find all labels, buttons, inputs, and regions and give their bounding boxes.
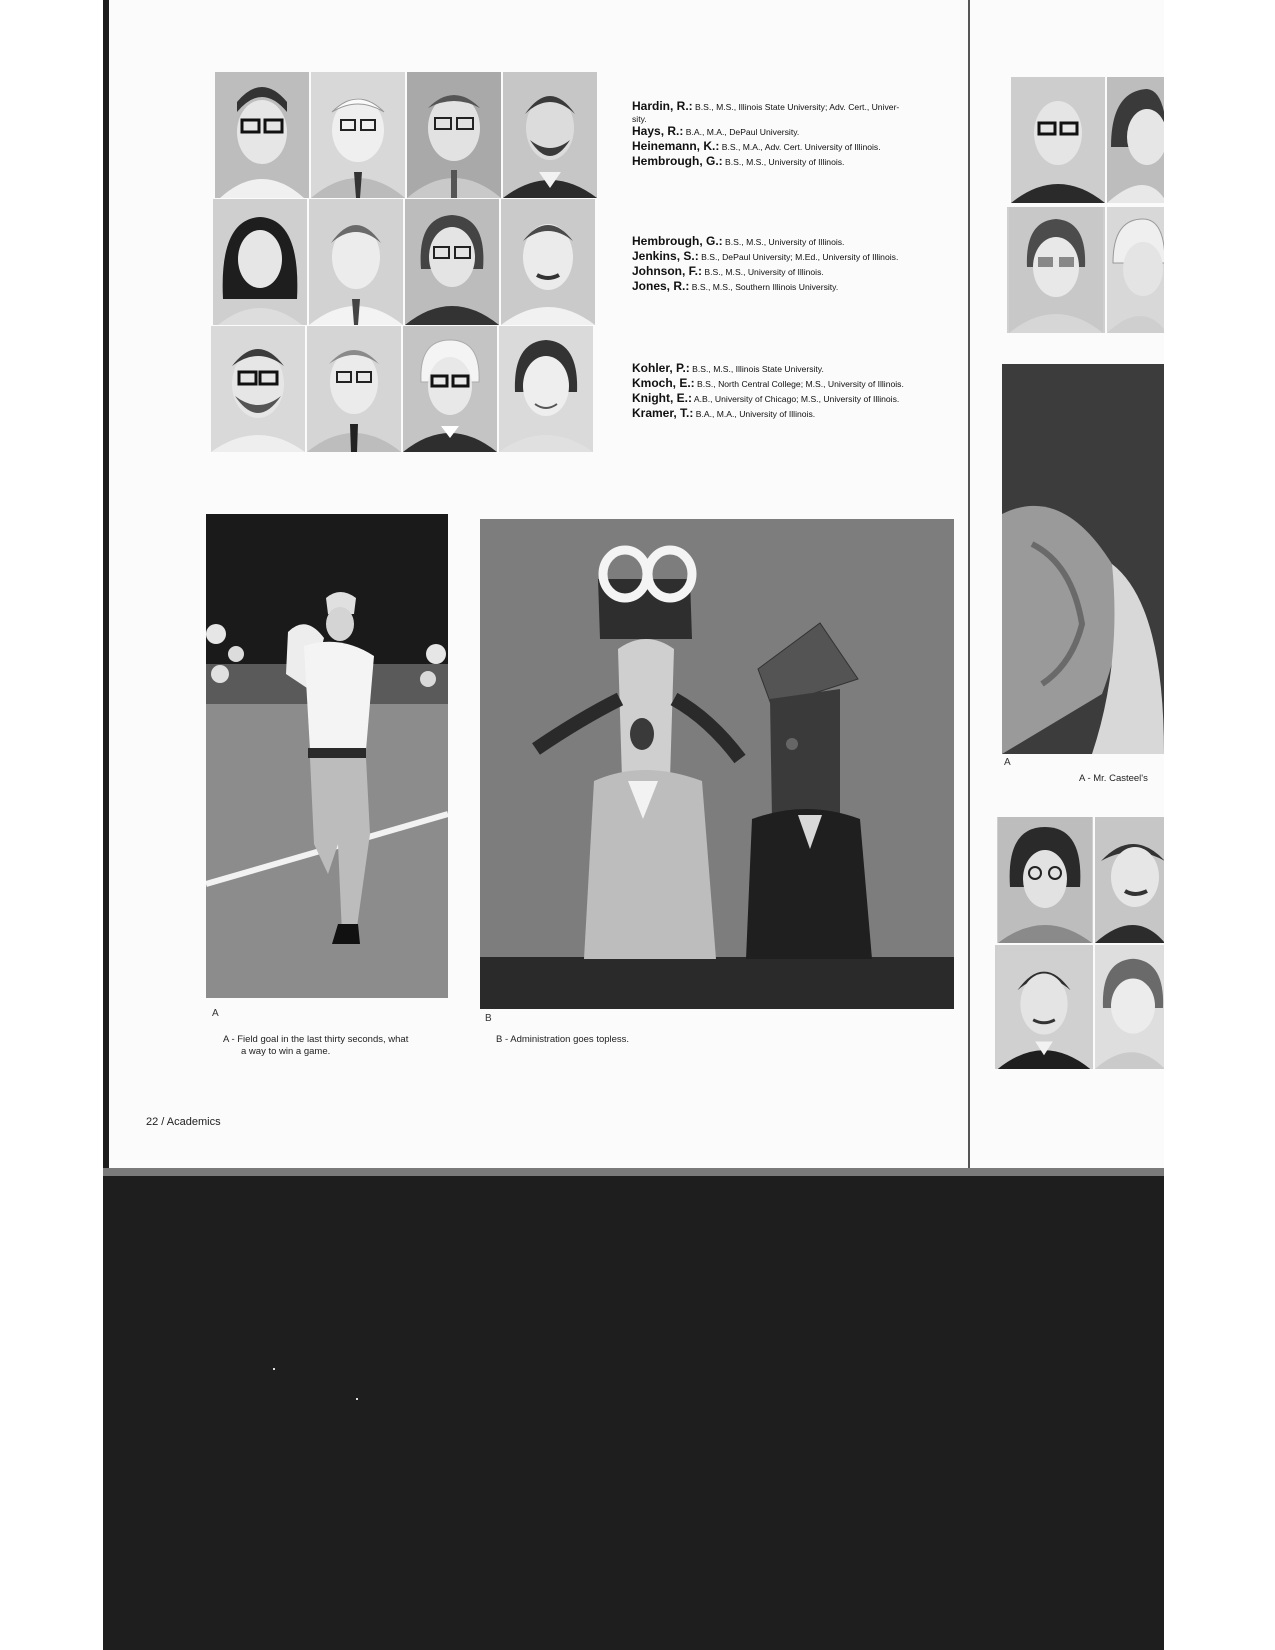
faculty-portrait: [499, 326, 593, 452]
photo-a-caption-line: A - Field goal in the last thirty seconds, what: [223, 1034, 409, 1045]
right-page-caption: A - Mr. Casteel's: [1079, 773, 1148, 784]
scan-left-edge: [103, 0, 109, 1175]
faculty-portrait: [213, 199, 307, 325]
bio-entry: Kramer, T.: B.A., M.A., University of Illinois.: [632, 406, 816, 420]
bio-entry: Kmoch, E.: B.S., North Central College; M.S., University of Illinois.: [632, 376, 904, 390]
photo-a-caption: [223, 1034, 408, 1058]
faculty-portrait: [407, 72, 501, 198]
dust-speck: [273, 1368, 275, 1370]
faculty-portrait: [997, 817, 1093, 943]
faculty-portrait: [403, 326, 497, 452]
faculty-portrait: [1107, 77, 1164, 203]
faculty-portrait: [405, 199, 499, 325]
bio-entry: Jones, R.: B.S., M.S., Southern Illinois University.: [632, 279, 839, 293]
bio-group-1: [632, 99, 962, 169]
right-page-letter: A: [1004, 757, 1011, 768]
right-page-photo-profile: [1002, 364, 1164, 754]
bio-entry: Hardin, R.: B.S., M.S., Illinois State University; Adv. Cert., Univer-: [632, 99, 900, 113]
scan-bottom-edge: [103, 1168, 1164, 1176]
bio-entry: Hays, R.: B.A., M.A., DePaul University.: [632, 124, 800, 138]
faculty-portrait: [1095, 945, 1164, 1069]
bio-entry: Heinemann, K.: B.S., M.A., Adv. Cert. University of Illinois.: [632, 139, 881, 153]
photo-administration-topless: [480, 519, 954, 1009]
bio-group-2: [632, 234, 962, 294]
faculty-portrait: [501, 199, 595, 325]
bio-entry: Johnson, F.: B.S., M.S., University of Illinois.: [632, 264, 824, 278]
faculty-portrait: [1095, 817, 1164, 943]
faculty-portrait: [1107, 207, 1164, 333]
bio-entry: Knight, E.: A.B., University of Chicago; M.S., University of Illinois.: [632, 391, 900, 405]
faculty-portrait: [995, 945, 1093, 1069]
faculty-portrait: [1011, 77, 1105, 203]
bio-entry-continuation: sity.: [632, 114, 647, 124]
faculty-portrait: [211, 326, 305, 452]
photo-b-caption: B - Administration goes topless.: [496, 1034, 630, 1045]
bio-entry: Jenkins, S.: B.S., DePaul University; M.Ed., University of Illinois.: [632, 249, 899, 263]
page-folio: 22 / Academics: [146, 1116, 221, 1128]
photo-a-letter: A: [212, 1008, 219, 1019]
faculty-portrait: [215, 72, 309, 198]
faculty-portrait: [503, 72, 597, 198]
photo-field-goal: [206, 514, 448, 998]
page-gutter: [968, 0, 970, 1168]
bio-entry: Kohler, P.: B.S., M.S., Illinois State University.: [632, 361, 824, 375]
faculty-portrait: [309, 199, 403, 325]
faculty-portrait: [307, 326, 401, 452]
bio-entry: Hembrough, G.: B.S., M.S., University of Illinois.: [632, 154, 845, 168]
bio-group-3: [632, 361, 962, 421]
scanner-background: [103, 1176, 1164, 1650]
dust-speck: [356, 1398, 358, 1400]
photo-a-caption-line: a way to win a game.: [241, 1046, 331, 1057]
bio-entry: Hembrough, G.: B.S., M.S., University of Illinois.: [632, 234, 845, 248]
faculty-portrait: [311, 72, 405, 198]
faculty-portrait: [1007, 207, 1105, 333]
photo-b-letter: B: [485, 1013, 492, 1024]
